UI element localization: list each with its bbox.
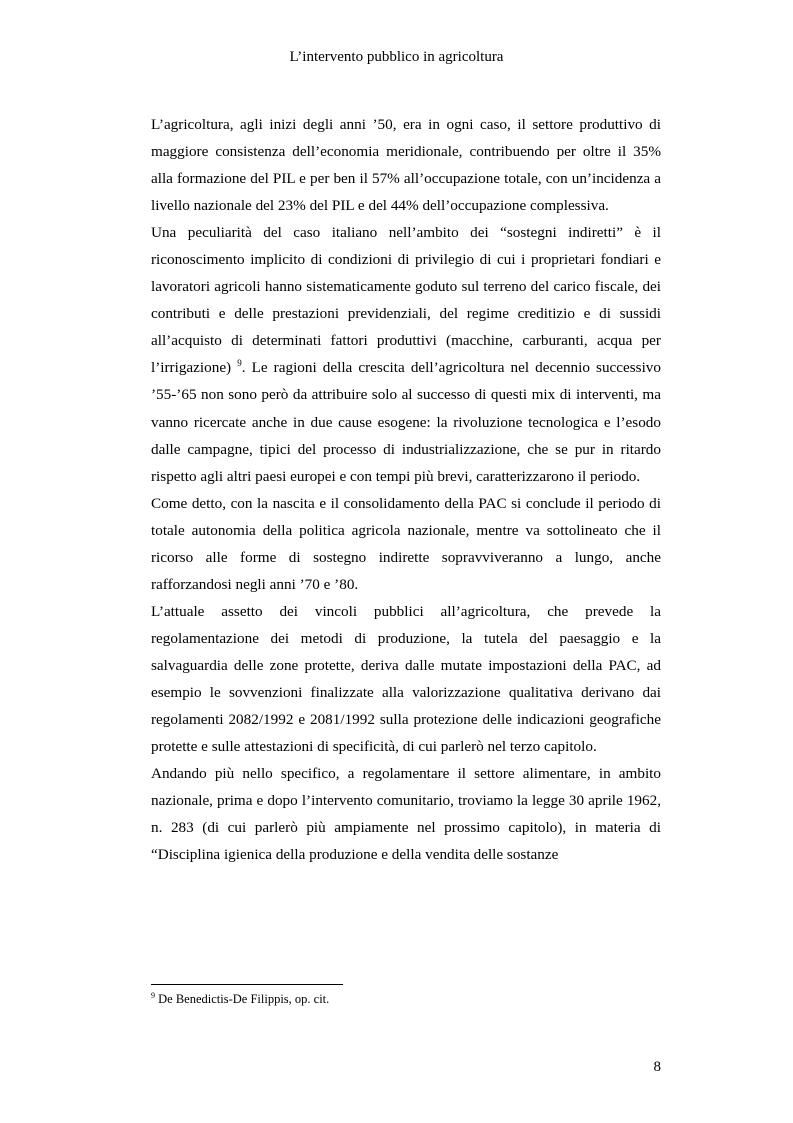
footnote-text: De Benedictis-De Filippis, op. cit. [155, 992, 330, 1006]
footnote-number: 9 [151, 991, 155, 1000]
footnote [151, 991, 329, 1007]
running-header: L’intervento pubblico in agricoltura [289, 49, 504, 65]
paragraph-2-part-1: Una peculiarità del caso italiano nell’ambito dei “sostegni indiretti” è il riconoscimento implicito di condizioni di privilegio di cui i proprietari fondiari e lavoratori agricoli hanno sistematicamente goduto sul terreno del carico fiscale, dei contributi e delle prestazioni previdenziali, del regime creditizio e di sussidi all’acquisto di determinati fattori produttivi (macchine, carburanti, acqua per l’irrigazione) [151, 224, 661, 377]
page-number: 8 [653, 1059, 661, 1075]
body-text [151, 111, 661, 868]
paragraph-4: L’attuale assetto dei vincoli pubblici all’agricoltura, che prevede la regolamentazione dei metodi di produzione, la tutela del paesaggio e la salvaguardia delle zone protette, deriva dalle mutate impostazioni della PAC, ad esempio le sovvenzioni finalizzate alla valorizzazione qualitativa derivano dai regolamenti 2082/1992 e 2081/1992 sulla protezione delle indicazioni geografiche protette e sulle attestazioni di specificità, di cui parlerò nel terzo capitolo. [151, 602, 661, 756]
paragraph-2 [151, 219, 661, 489]
paragraph-5: Andando più nello specifico, a regolamentare il settore alimentare, in ambito nazionale, prima e dopo l’intervento comunitario, troviamo la legge 30 aprile 1962, n. 283 (di cui parlerò più ampiamente nel prossimo capitolo), in materia di “Disciplina igienica della produzione e della vendita delle sostanze [151, 765, 661, 864]
paragraph-2-part-2: . Le ragioni della crescita dell’agricoltura nel decennio successivo ’55-’65 non sono però da attribuire solo al successo di questi mix di interventi, ma vanno ricercate anche in due cause esogene: la rivoluzione tecnologica e l’esodo dalle campagne, tipici del processo di industrializzazione, che se pur in ritardo rispetto agli altri paesi europei e con tempi più brevi, caratterizzarono il periodo. [151, 359, 661, 485]
paragraph-3: Come detto, con la nascita e il consolidamento della PAC si conclude il periodo di totale autonomia della politica agricola nazionale, mentre va sottolineato che il ricorso alle forme di sostegno indirette sopravviveranno a lungo, anche rafforzandosi negli anni ’70 e ’80. [151, 494, 661, 593]
footnote-separator [151, 984, 343, 985]
footnote-reference[interactable]: 9 [237, 358, 242, 369]
paragraph-1: L’agricoltura, agli inizi degli anni ’50, era in ogni caso, il settore produttivo di maggiore consistenza dell’economia meridionale, contribuendo per oltre il 35% alla formazione del PIL e per ben il 57% all’occupazione totale, con un’incidenza a livello nazionale del 23% del PIL e del 44% dell’occupazione complessiva. [151, 116, 661, 215]
